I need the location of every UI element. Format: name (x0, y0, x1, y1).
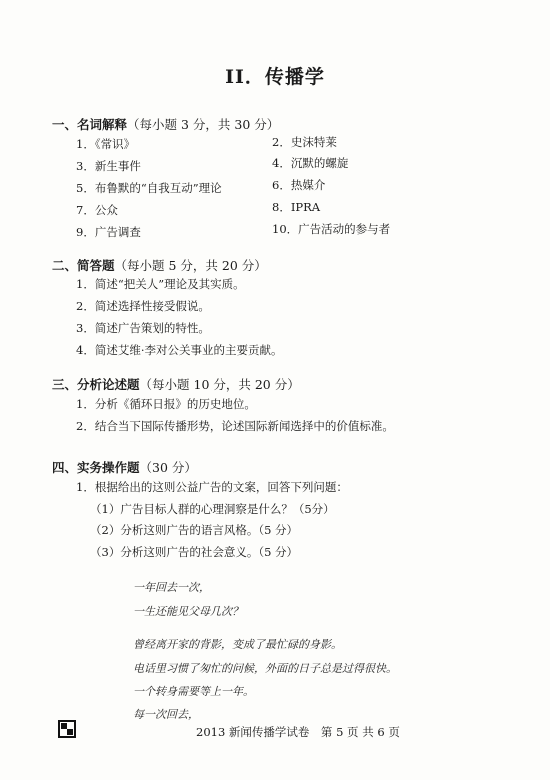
list-item: 1．分析《循环日报》的历史地位。 (76, 397, 256, 411)
section-2-number: 二、 (52, 258, 78, 273)
list-item: 3．简述广告策划的特性。 (76, 321, 210, 335)
ad-copy-line: 一年回去一次， (133, 581, 210, 594)
list-item: 7．公众 (76, 203, 118, 217)
list-item: 6．热媒介 (272, 178, 326, 192)
section-2-heading (52, 256, 267, 274)
list-item: 3．新生事件 (76, 159, 141, 173)
list-item: 8．IPRA (272, 200, 321, 214)
list-item: 2．结合当下国际传播形势，论述国际新闻选择中的价值标准。 (76, 419, 394, 433)
section-4-number: 四、 (52, 460, 78, 475)
section-4-score: （30 分） (139, 460, 197, 475)
section-1-number: 一、 (52, 117, 78, 132)
ad-copy-line: 每一次回去， (133, 708, 199, 721)
section-1-heading (52, 115, 279, 133)
section-3-number: 三、 (52, 377, 78, 392)
page-footer: 2013 新闻传播学试卷 第 5 页 共 6 页 (196, 725, 400, 739)
list-item: 1．《常识》 (76, 137, 136, 151)
question-text: 1．根据给出的这则公益广告的文案，回答下列问题： (76, 480, 348, 494)
section-4-heading (52, 458, 197, 476)
list-item: 4．沉默的螺旋 (272, 156, 349, 170)
page-title: II．传播学 (225, 66, 325, 88)
section-3-name: 分析论述题 (77, 377, 140, 392)
ad-copy-line: 曾经离开家的背影，变成了最忙碌的身影。 (133, 638, 342, 651)
list-item: 4．简述艾维·李对公关事业的主要贡献。 (76, 343, 283, 357)
section-4-name: 实务操作题 (77, 460, 140, 475)
ad-copy-line: 一个转身需要等上一年。 (133, 685, 254, 698)
section-3-heading (52, 375, 300, 393)
section-1-name: 名词解释 (77, 117, 128, 132)
sub-question: （3）分析这则广告的社会意义。（5 分） (90, 545, 299, 559)
ad-copy-line: 一生还能见父母几次？ (133, 605, 243, 618)
list-item: 2．简述选择性接受假说。 (76, 299, 210, 313)
sub-question: （2）分析这则广告的语言风格。（5 分） (90, 523, 299, 537)
list-item: 5．布鲁默的“自我互动”理论 (76, 181, 222, 195)
section-2-score: （每小题 5 分，共 20 分） (114, 258, 267, 273)
section-2-name: 简答题 (77, 258, 115, 273)
list-item: 9．广告调查 (76, 225, 141, 239)
list-item: 1．简述“把关人”理论及其实质。 (76, 277, 245, 291)
list-item: 2．史沫特莱 (272, 135, 337, 149)
sub-question: （1）广告目标人群的心理洞察是什么？（5分） (90, 502, 335, 516)
qr-code-icon (58, 720, 76, 738)
section-3-score: （每小题 10 分，共 20 分） (139, 377, 300, 392)
ad-copy-line: 电话里习惯了匆忙的问候，外面的日子总是过得很快。 (133, 662, 397, 675)
list-item: 10．广告活动的参与者 (272, 222, 391, 236)
section-1-score: （每小题 3 分，共 30 分） (127, 117, 280, 132)
